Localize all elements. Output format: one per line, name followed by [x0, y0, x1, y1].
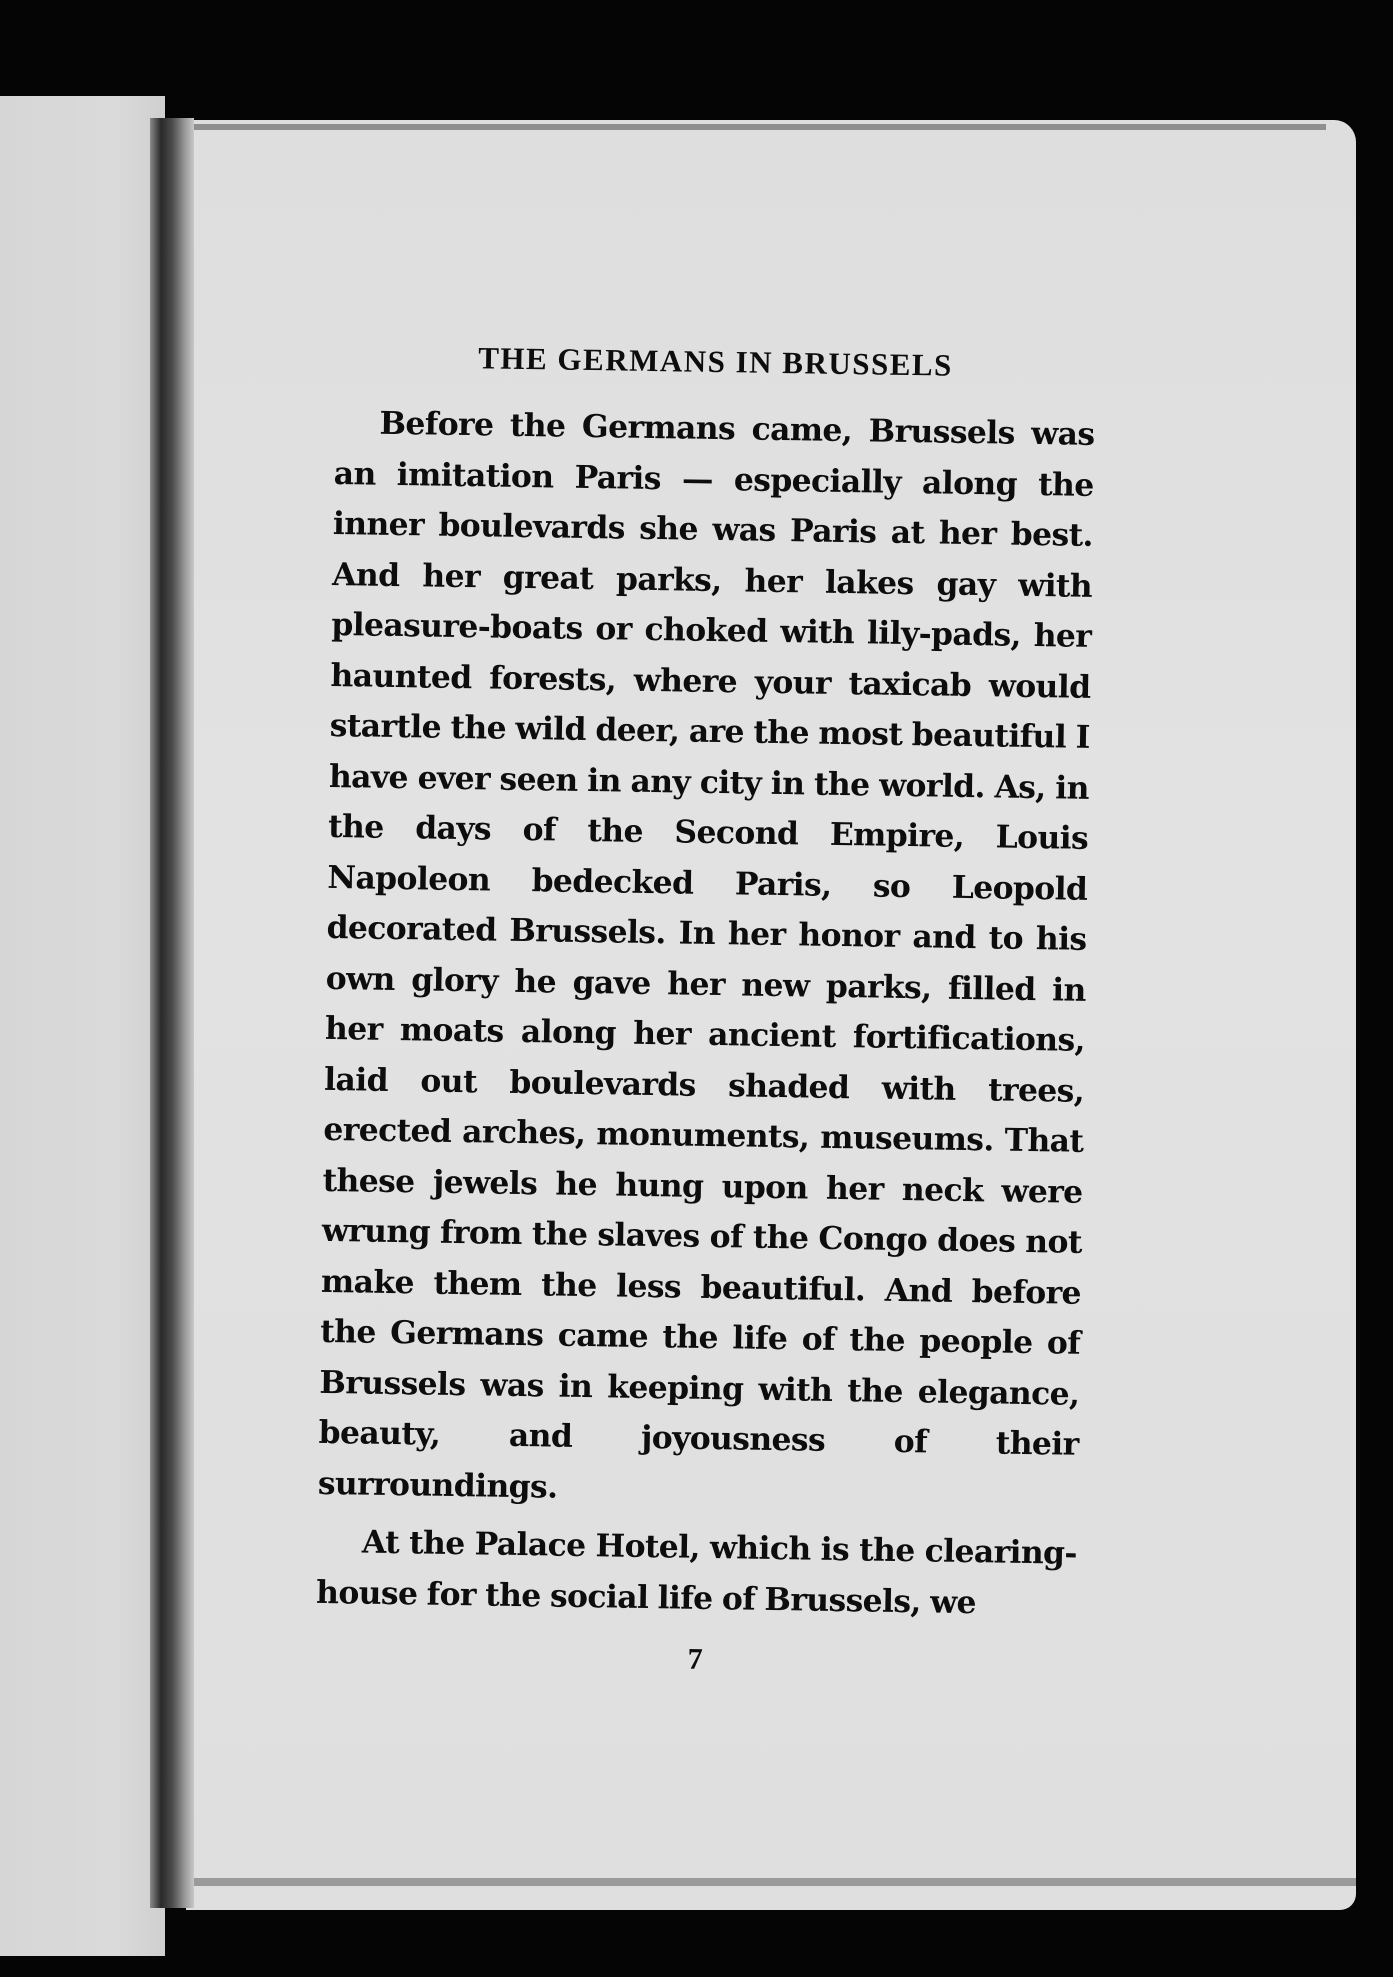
facing-page-edge	[0, 96, 165, 1956]
book-spine	[150, 118, 194, 1908]
page-bottom-edge	[186, 1878, 1356, 1886]
paragraph-1: Before the Germans came, Brussels was an imitation Paris — especially along the inner boulevards she was Paris at her best. And her great parks, her lakes gay with pleasure-boats or choked with lily-pads, her haunted forests, where your taxicab would startle the wild deer, are the most beautiful I have ever seen in any city in the world. As, in the days of the Second Empire, Louis Napoleon bedecked Paris, so Leopold decorated Brussels. In her honor and to his own glory he gave her new parks, filled in her moats along her ancient fortifications, laid out boulevards shaded with trees, erected arches, monuments, museums. That these jewels he hung upon her neck were wrung from the slaves of the Congo does not make them the less beautiful. And before the Germans came the life of the people of Brussels was in keeping with the elegance, beauty, and joyousness of their surroundings.	[317, 405, 1095, 1506]
paragraph-2: At the Palace Hotel, which is the clearing-house for the social life of Brussels, we	[315, 1524, 1078, 1621]
page-top-edge	[186, 124, 1326, 130]
running-head: THE GERMANS IN BRUSSELS	[477, 340, 954, 383]
page-text-block	[315, 330, 1096, 1688]
page-number: 7	[687, 1642, 703, 1676]
